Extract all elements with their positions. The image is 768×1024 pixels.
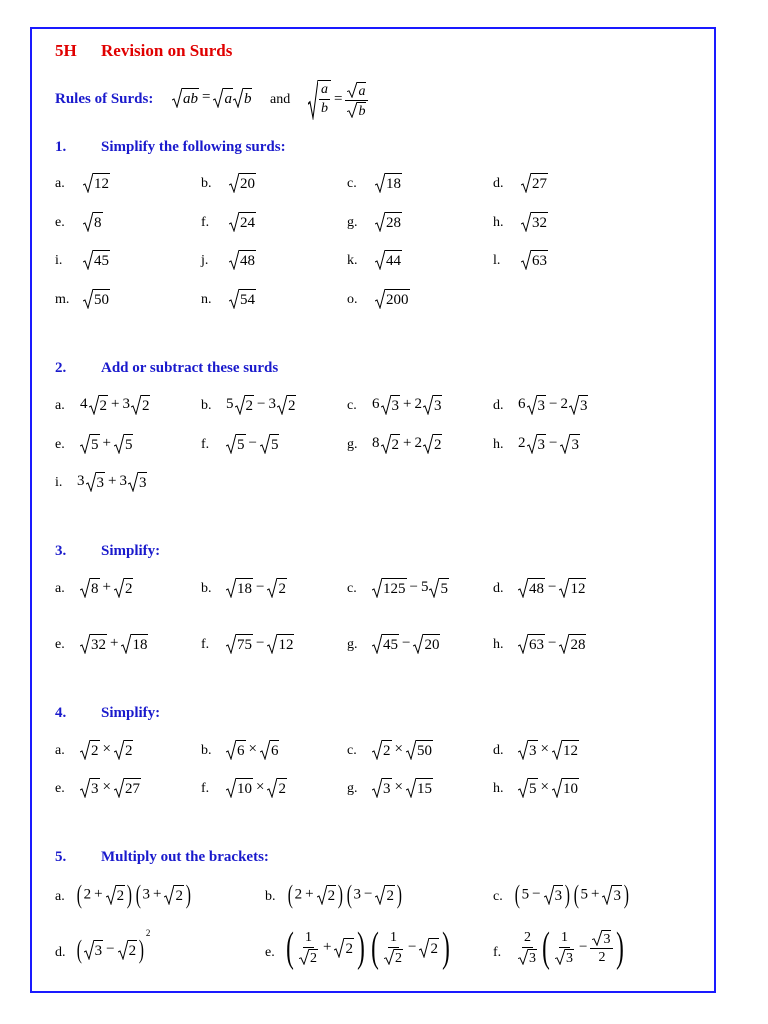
radicand: 63 — [531, 250, 548, 270]
radicand: 45 — [93, 250, 110, 270]
radicand: 54 — [239, 289, 256, 309]
question-label: c. — [347, 176, 357, 191]
surd-expression: 32 + 18 — [80, 634, 148, 654]
radicand: 200 — [385, 289, 410, 309]
question-label: i. — [55, 253, 63, 268]
question-label: n. — [201, 292, 212, 307]
surd-expression: 48 − 12 — [518, 578, 586, 598]
section-code: 5H — [55, 41, 77, 60]
radicand: 28 — [385, 212, 402, 232]
question-label: e. — [55, 637, 65, 652]
bracket-expression: $\frac{2}{3}$ ( $\frac{1}{3}$ − $\frac{3}{2}$ ) — [516, 927, 627, 969]
question-label: h. — [493, 215, 504, 230]
surd-expression — [83, 173, 110, 193]
radicand: 48 — [239, 250, 256, 270]
surd-expression: 8 + 2 — [80, 578, 133, 598]
question-label: a. — [55, 889, 65, 904]
radical: $\frac{a}{b}$ — [308, 80, 331, 120]
question-label: k. — [347, 253, 358, 268]
surd-expression: 3 × 27 — [80, 778, 141, 798]
question-label: b. — [201, 743, 212, 758]
question-label: f. — [493, 945, 502, 960]
radicand: 44 — [385, 250, 402, 270]
question-label: d. — [55, 945, 66, 960]
radical: b — [233, 88, 253, 108]
question-label: f. — [201, 437, 210, 452]
question-label: f. — [201, 637, 210, 652]
section-2-title: Add or subtract these surds — [101, 360, 279, 376]
question-label: g. — [347, 215, 358, 230]
section-5-title: Multiply out the brackets: — [101, 849, 269, 865]
question-label: b. — [201, 176, 212, 191]
bracket-expression: ( $\frac{1}{2}$ + 2 ) ( $\frac{1}{2}$ − 2 ) — [286, 925, 450, 971]
surd-expression: 75 − 12 — [226, 634, 294, 654]
surd-expression — [375, 289, 410, 309]
surd-expression — [229, 250, 256, 270]
surd-expression — [375, 212, 402, 232]
surd-expression — [83, 289, 110, 309]
section-3-title: Simplify: — [101, 543, 161, 559]
surd-expression: 2 3 − 3 — [518, 435, 579, 453]
surd-expression — [375, 173, 402, 193]
surd-expression: 2 × 50 — [372, 740, 433, 760]
bracket-expression: ( 2 + 2 ) ( 3 + 2 ) — [76, 880, 191, 909]
surd-expression: 6 3 − 2 3 — [518, 396, 588, 414]
question-label: e. — [55, 437, 65, 452]
surd-expression: 2 × 2 — [80, 740, 133, 760]
question-label: c. — [347, 581, 357, 596]
question-label: g. — [347, 781, 358, 796]
question-label: c. — [347, 743, 357, 758]
surd-expression: 5 × 10 — [518, 778, 579, 798]
surd-expression: 5 − 5 — [226, 434, 279, 454]
radicand: 18 — [385, 173, 402, 193]
surd-expression: 3 × 12 — [518, 740, 579, 760]
surd-expression: 3 3 + 3 3 — [77, 473, 147, 491]
question-label: c. — [493, 889, 503, 904]
radical: a — [213, 88, 233, 108]
question-label: h. — [493, 637, 504, 652]
question-label: g. — [347, 637, 358, 652]
question-label: e. — [55, 781, 65, 796]
surd-expression: 8 2 + 2 2 — [372, 435, 442, 453]
question-label: a. — [55, 176, 65, 191]
radicand: 20 — [239, 173, 256, 193]
fraction: $\frac{a}{b}$ — [345, 82, 368, 119]
section-5-number: 5. — [55, 849, 67, 865]
surd-expression: 4 2 + 3 2 — [80, 396, 150, 414]
question-label: o. — [347, 292, 358, 307]
radicand: 32 — [531, 212, 548, 232]
surd-expression — [229, 173, 256, 193]
surd-expression — [521, 250, 548, 270]
surd-expression: 125 − 5 5 — [372, 578, 449, 598]
question-label: c. — [347, 398, 357, 413]
page-title: Revision on Surds — [101, 41, 233, 60]
surd-expression: 10 × 2 — [226, 778, 287, 798]
section-3-number: 3. — [55, 543, 67, 559]
section-1-title: Simplify the following surds: — [101, 139, 286, 155]
rules-and: and — [270, 92, 291, 107]
section-4-number: 4. — [55, 705, 67, 721]
radicand: 27 — [531, 173, 548, 193]
radicand: 50 — [93, 289, 110, 309]
question-label: l. — [493, 253, 501, 268]
question-label: a. — [55, 581, 65, 596]
section-1-number: 1. — [55, 139, 67, 155]
radical: ab — [172, 88, 199, 108]
bracket-expression: ( 2 + 2 ) ( 3 − 2 ) — [287, 880, 402, 909]
question-label: j. — [201, 253, 209, 268]
surd-expression — [229, 289, 256, 309]
question-label: e. — [265, 945, 275, 960]
question-label: b. — [201, 398, 212, 413]
product-rule: ab = a b — [172, 88, 252, 108]
surd-expression — [521, 212, 548, 232]
question-label: d. — [493, 176, 504, 191]
question-label: e. — [55, 215, 65, 230]
surd-expression: 3 × 15 — [372, 778, 433, 798]
surd-expression: 5 2 − 3 2 — [226, 396, 296, 414]
bracket-expression: ( 5 − 3 ) ( 5 + 3 ) — [514, 880, 629, 909]
question-label: d. — [493, 743, 504, 758]
radicand: 24 — [239, 212, 256, 232]
question-label: b. — [201, 581, 212, 596]
question-label: a. — [55, 398, 65, 413]
surd-expression: 18 − 2 — [226, 578, 287, 598]
question-label: f. — [201, 215, 210, 230]
question-label: a. — [55, 743, 65, 758]
question-label: g. — [347, 437, 358, 452]
surd-expression — [83, 212, 103, 232]
surd-expression: 63 − 28 — [518, 634, 586, 654]
surd-expression: 6 3 + 2 3 — [372, 396, 442, 414]
surd-expression — [375, 250, 402, 270]
quotient-rule: $\frac{a}{b}$ = $\frac{a}{b}$ — [308, 80, 368, 120]
question-label: m. — [55, 292, 70, 307]
question-label: i. — [55, 475, 63, 490]
question-label: d. — [493, 398, 504, 413]
question-label: h. — [493, 437, 504, 452]
surd-expression: 5 + 5 — [80, 434, 133, 454]
question-label: f. — [201, 781, 210, 796]
question-label: d. — [493, 581, 504, 596]
rules-label: Rules of Surds: — [55, 91, 154, 107]
section-2-number: 2. — [55, 360, 67, 376]
radicand: 8 — [93, 212, 103, 232]
section-4-title: Simplify: — [101, 705, 161, 721]
bracket-expression: ( 3 − 2 )$^2$ — [76, 928, 151, 964]
surd-expression — [229, 212, 256, 232]
question-label: b. — [265, 889, 276, 904]
question-label: h. — [493, 781, 504, 796]
surd-expression — [83, 250, 110, 270]
surd-expression: 45 − 20 — [372, 634, 440, 654]
surd-expression: 6 × 6 — [226, 740, 279, 760]
radicand: 12 — [93, 173, 110, 193]
surd-expression — [521, 173, 548, 193]
